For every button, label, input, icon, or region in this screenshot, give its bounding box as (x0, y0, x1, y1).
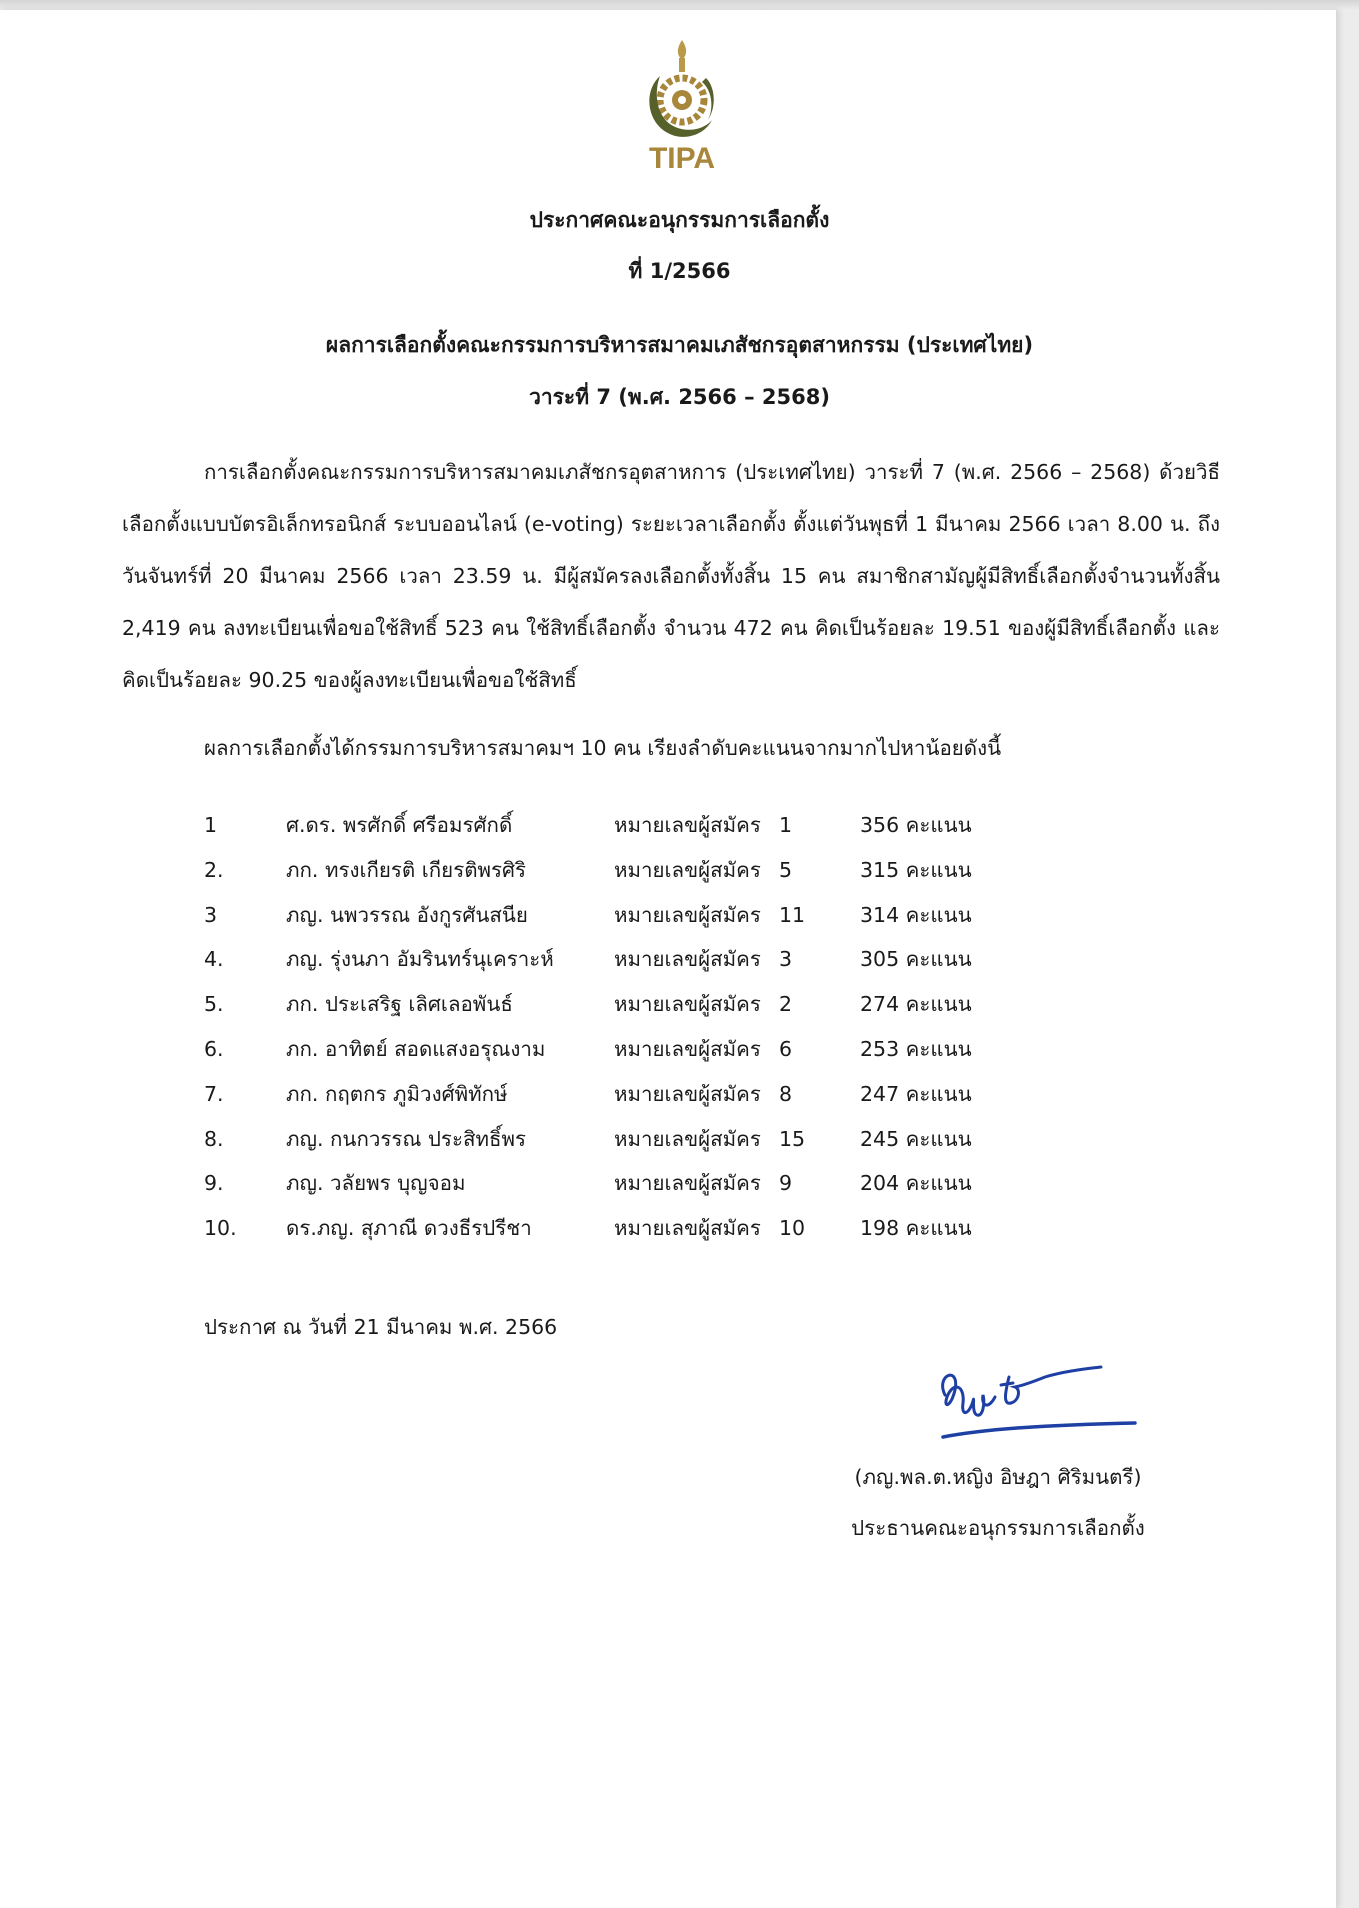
tipa-logo (632, 28, 732, 178)
candidate-number: 10 (779, 1216, 806, 1241)
candidate-number-label: หมายเลขผู้สมัคร (614, 1216, 761, 1241)
rank-number: 7. (204, 1081, 224, 1106)
rank-number: 6. (204, 1036, 224, 1061)
result-row (204, 1034, 1104, 1079)
candidate-number: 8 (779, 1081, 793, 1106)
candidate-score: 356 คะแนน (860, 813, 972, 837)
announcement-number: ที่ 1/2566 (628, 259, 731, 283)
rank-number: 9. (204, 1171, 224, 1196)
candidate-name: ภญ. นพวรรณ อังกูรศันสนีย (286, 902, 528, 927)
rank-number: 2. (204, 857, 224, 882)
candidate-number-label: หมายเลขผู้สมัคร (614, 947, 761, 972)
candidate-score: 253 คะแนน (860, 1036, 972, 1061)
candidate-score: 204 คะแนน (860, 1171, 972, 1196)
term-title: วาระที่ 7 (พ.ศ. 2566 – 2568) (529, 385, 830, 409)
rank-number: 8. (204, 1126, 224, 1151)
candidate-name: ภญ. รุ่งนภา อัมรินทร์นุเคราะห์ (286, 947, 554, 972)
candidate-number: 15 (779, 1126, 806, 1151)
signer-title: ประธานคณะอนุกรรมการเลือกตั้ง (851, 1516, 1145, 1540)
candidate-name: ภก. ประเสริฐ เลิศเลอพันธ์ (286, 992, 513, 1017)
candidate-number-label: หมายเลขผู้สมัคร (614, 902, 761, 927)
candidate-score: 198 คะแนน (860, 1216, 972, 1241)
result-row (204, 1079, 1104, 1124)
result-row (204, 1213, 1104, 1258)
rank-number: 4. (204, 947, 224, 972)
candidate-number-label: หมายเลขผู้สมัคร (614, 992, 761, 1017)
candidate-name: ภญ. กนกวรรณ ประสิทธิ์พร (286, 1126, 527, 1151)
candidate-name: ภก. กฤตกร ภูมิวงศ์พิทักษ์ (286, 1081, 508, 1106)
candidate-number: 5 (779, 857, 793, 882)
rank-number: 10. (204, 1216, 237, 1241)
candidate-score: 247 คะแนน (860, 1081, 972, 1106)
results-intro: ผลการเลือกตั้งได้กรรมการบริหารสมาคมฯ 10 คน เรียงลำดับคะแนนจากมากไปหาน้อยดังนี้ (204, 736, 1002, 760)
page-top-shadow (0, 0, 1359, 10)
results-title: ผลการเลือกตั้งคณะกรรมการบริหารสมาคมเภสัชกรอุตสาหกรรม (ประเทศไทย) (325, 333, 1034, 357)
logo-text: TIPA (648, 142, 716, 175)
rank-number: 3 (204, 902, 218, 927)
result-row (204, 855, 1104, 900)
rank-number: 5. (204, 992, 224, 1017)
candidate-number-label: หมายเลขผู้สมัคร (614, 1171, 761, 1196)
candidate-number: 11 (779, 902, 806, 927)
candidate-name: ภญ. วลัยพร บุญจอม (286, 1171, 466, 1196)
signature (925, 1345, 1145, 1455)
candidate-number-label: หมายเลขผู้สมัคร (614, 1036, 761, 1061)
rank-number: 1 (204, 813, 218, 837)
result-row (204, 900, 1104, 945)
result-row (204, 810, 1104, 855)
signer-name: (ภญ.พล.ต.หญิง อิษฎา ศิริมนตรี) (854, 1465, 1142, 1489)
announcement-title: ประกาศคณะอนุกรรมการเลือกตั้ง (529, 208, 830, 232)
candidate-name: ภก. อาทิตย์ สอดแสงอรุณงาม (286, 1036, 546, 1061)
candidate-number: 6 (779, 1036, 793, 1061)
candidate-number-label: หมายเลขผู้สมัคร (614, 1081, 761, 1106)
candidate-number-label: หมายเลขผู้สมัคร (614, 857, 761, 882)
candidate-score: 314 คะแนน (860, 902, 972, 927)
result-row (204, 1124, 1104, 1169)
candidate-number: 2 (779, 992, 793, 1017)
announcement-date: ประกาศ ณ วันที่ 21 มีนาคม พ.ศ. 2566 (204, 1315, 558, 1339)
candidate-number: 3 (779, 947, 793, 972)
candidate-number-label: หมายเลขผู้สมัคร (614, 813, 761, 837)
candidate-name: ศ.ดร. พรศักดิ์ ศรีอมรศักดิ์ (286, 813, 513, 837)
candidate-score: 274 คะแนน (860, 992, 972, 1017)
candidate-number: 1 (779, 813, 793, 837)
body-paragraph: การเลือกตั้งคณะกรรมการบริหารสมาคมเภสัชกรอุตสาหการ (ประเทศไทย) วาระที่ 7 (พ.ศ. 2566 – 2568) ด้วยวิธีเลือกตั้งแบบบัตรอิเล็กทรอนิกส์ ระบบออนไลน์ (e-voting) ระยะเวลาเลือกตั้ง ตั้งแต่วันพุธที่ 1 มีนาคม 2566 เวลา 8.00 น. ถึง วันจันทร์ที่ 20 มีนาคม 2566 เวลา 23.59 น. มีผู้สมัครลงเลือกตั้งทั้งสิ้น 15 คน สมาชิกสามัญผู้มีสิทธิ์เลือกตั้งจำนวนทั้งสิ้น 2,419 คน ลงทะเบียนเพื่อขอใช้สิทธิ์ 523 คน ใช้สิทธิ์เลือกตั้ง จำนวน 472 คน คิดเป็นร้อยละ 19.51 ของผู้มีสิทธิ์เลือกตั้ง และคิดเป็นร้อยละ 90.25 ของผู้ลงทะเบียนเพื่อขอใช้สิทธิ์ (122, 460, 1220, 692)
result-row (204, 1168, 1104, 1213)
candidate-score: 305 คะแนน (860, 947, 972, 972)
candidate-number: 9 (779, 1171, 793, 1196)
candidate-score: 315 คะแนน (860, 857, 972, 882)
candidate-name: ดร.ภญ. สุภาณี ดวงธีรปรีชา (286, 1216, 532, 1241)
results-list (204, 810, 1104, 1258)
result-row (204, 989, 1104, 1034)
candidate-number-label: หมายเลขผู้สมัคร (614, 1126, 761, 1151)
result-row (204, 944, 1104, 989)
candidate-name: ภก. ทรงเกียรติ เกียรติพรศิริ (286, 857, 527, 882)
candidate-score: 245 คะแนน (860, 1126, 972, 1151)
